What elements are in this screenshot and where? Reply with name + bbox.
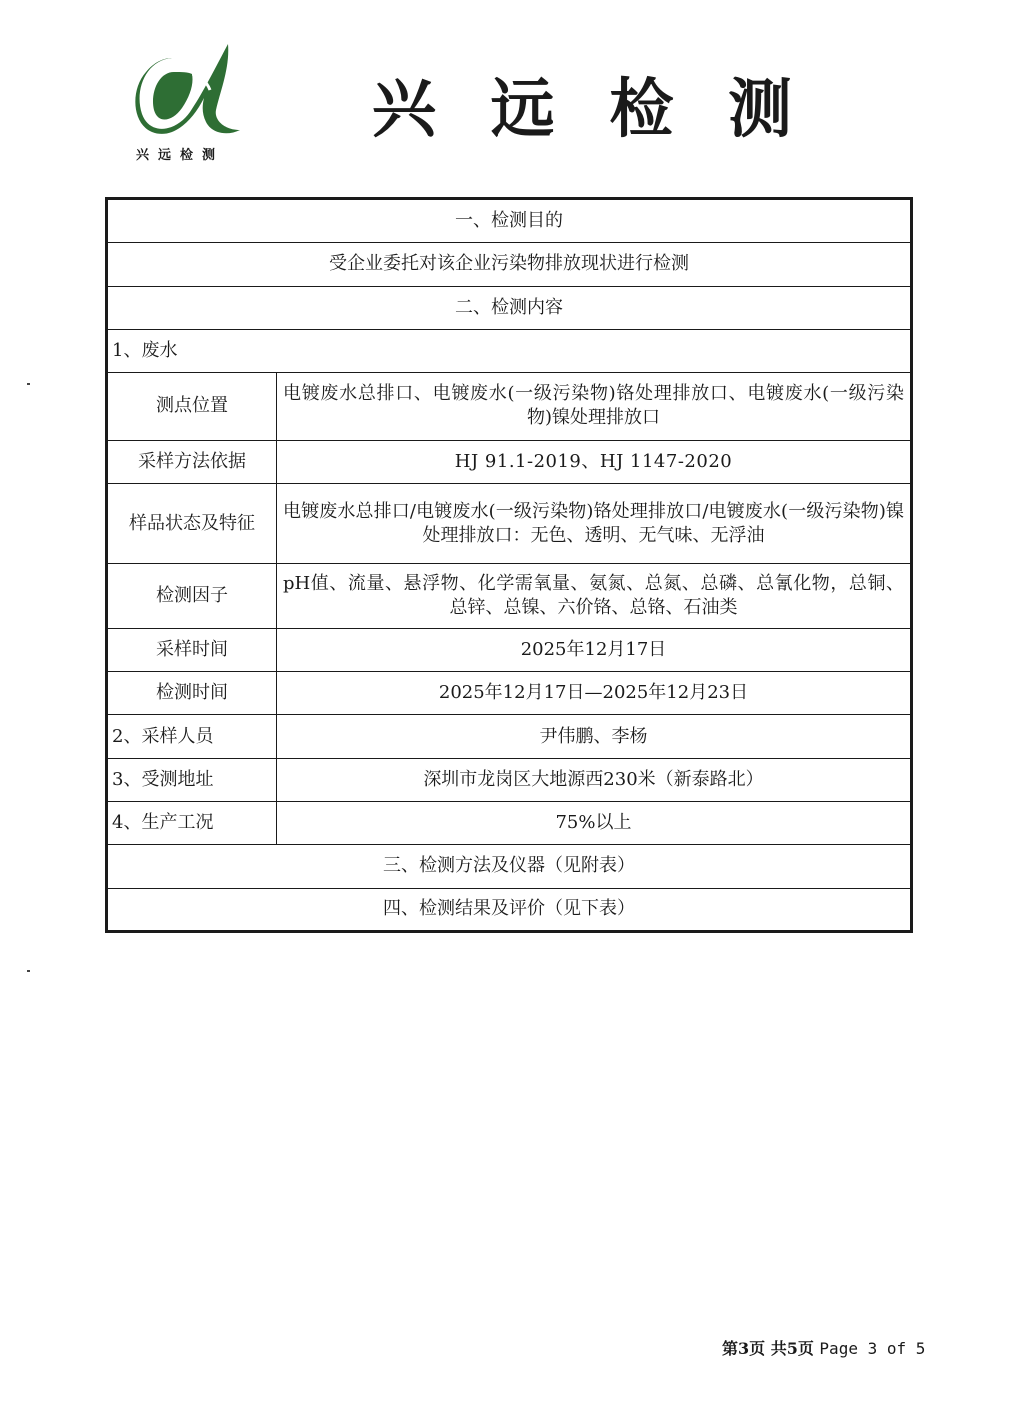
table-row xyxy=(107,199,912,243)
section-title-content: 二、检测内容 xyxy=(107,286,912,329)
row-value: 75%以上 xyxy=(277,801,912,844)
table-row xyxy=(107,758,912,801)
section-title-results: 四、检测结果及评价（见下表） xyxy=(107,888,912,931)
row-label: 4、生产工况 xyxy=(107,801,277,844)
table-row xyxy=(107,329,912,372)
scan-speck xyxy=(27,383,30,385)
page-number-en: Page 3 of 5 xyxy=(819,1339,926,1358)
row-value: HJ 91.1-2019、HJ 1147-2020 xyxy=(277,440,912,483)
brand-char: 检 xyxy=(609,72,674,147)
table-row xyxy=(107,715,912,758)
row-label: 采样方法依据 xyxy=(107,440,277,483)
table-row xyxy=(107,286,912,329)
section-title-methods: 三、检测方法及仪器（见附表） xyxy=(107,845,912,888)
row-value: pH值、流量、悬浮物、化学需氧量、氨氮、总氮、总磷、总氰化物，总铜、总锌、总镍、六价铬、总铬、石油类 xyxy=(277,564,912,628)
report-table xyxy=(105,197,913,933)
row-value: 深圳市龙岗区大地源西230米（新泰路北） xyxy=(277,758,912,801)
purpose-text: 受企业委托对该企业污染物排放现状进行检测 xyxy=(107,243,912,286)
brand-char: 远 xyxy=(490,72,555,147)
table-row xyxy=(107,628,912,671)
brand-char: 测 xyxy=(727,72,792,147)
row-label: 3、受测地址 xyxy=(107,758,277,801)
section-title-purpose: 一、检测目的 xyxy=(107,199,912,243)
table-row xyxy=(107,845,912,888)
row-label: 检测时间 xyxy=(107,672,277,715)
row-value: 电镀废水总排口/电镀废水(一级污染物)铬处理排放口/电镀废水(一级污染物)镍处理排放口：无色、透明、无气味、无浮油 xyxy=(277,483,912,564)
row-label: 样品状态及特征 xyxy=(107,483,277,564)
row-value: 电镀废水总排口、电镀废水(一级污染物)铬处理排放口、电镀废水(一级污染物)镍处理排放口 xyxy=(277,373,912,440)
table-row xyxy=(107,564,912,628)
row-value: 2025年12月17日 xyxy=(277,628,912,671)
table-row xyxy=(107,373,912,440)
wastewater-heading: 1、废水 xyxy=(107,329,912,372)
table-row xyxy=(107,801,912,844)
row-value: 2025年12月17日—2025年12月23日 xyxy=(277,672,912,715)
table-row xyxy=(107,888,912,931)
company-name xyxy=(372,64,792,147)
row-value: 尹伟鹏、李杨 xyxy=(277,715,912,758)
page-number-cn: 第3页 共5页 xyxy=(722,1339,814,1358)
table-row xyxy=(107,672,912,715)
logo-caption: 兴远检测 xyxy=(136,148,225,163)
scan-speck xyxy=(27,970,30,972)
company-logo-icon xyxy=(132,38,244,138)
row-label: 测点位置 xyxy=(107,373,277,440)
row-label: 采样时间 xyxy=(107,628,277,671)
table-row xyxy=(107,483,912,564)
row-label: 2、采样人员 xyxy=(107,715,277,758)
page-number xyxy=(722,1336,925,1359)
row-label: 检测因子 xyxy=(107,564,277,628)
table-row xyxy=(107,243,912,286)
table-row xyxy=(107,440,912,483)
brand-char: 兴 xyxy=(372,72,436,147)
